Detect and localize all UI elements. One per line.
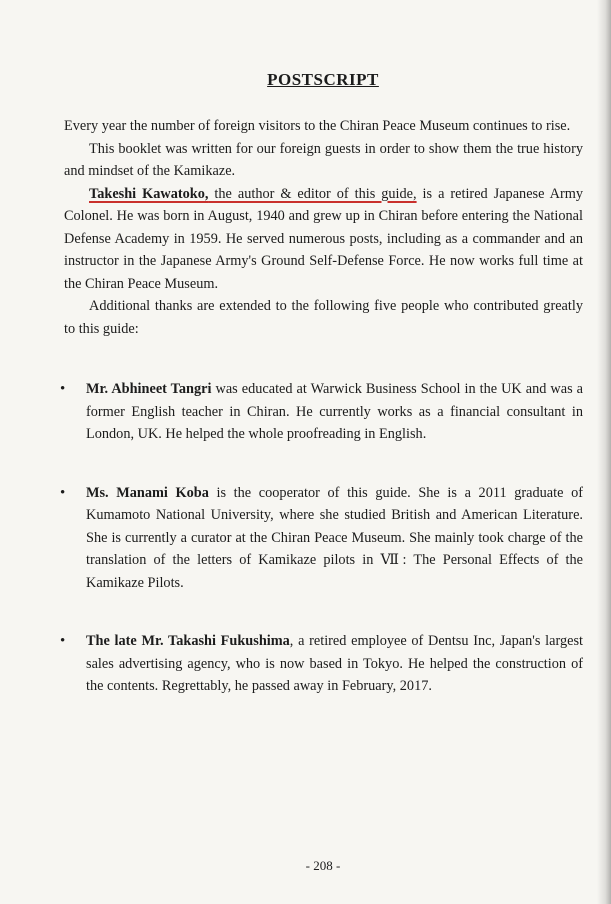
author-bio: is a retired Japanese Army Colonel. He was born in August, 1940 and grew up in Chiran before entering the National Defense Academy in 1959. He served numerous posts, including as a commander and an instructor in the Japanese Army's Ground Self-Defense Force. He now works full time at the Chiran Peace Museum. [64, 185, 583, 292]
list-item [60, 630, 583, 698]
bullet-icon: • [60, 484, 66, 501]
contributor-description: was educated at Warwick Business School in the UK and was a former English teacher in Chiran. He currently works as a financial consultant in London, UK. He helped the whole proofreading in English. [86, 381, 583, 442]
list-item [60, 482, 583, 595]
paragraph-author [64, 183, 583, 296]
contributor-list [60, 378, 583, 698]
contributor-name: Ms. Manami Koba [86, 484, 209, 501]
bullet-icon: • [60, 381, 66, 397]
page-body [60, 115, 583, 698]
paragraph-thanks: Additional thanks are extended to the following five people who contributed greatly to this guide: [64, 298, 583, 337]
paragraph-visitors: Every year the number of foreign visitors to the Chiran Peace Museum continues to rise. [64, 118, 571, 134]
page-number: - 208 - [305, 858, 341, 873]
author-role: the author & editor of this guide, [208, 185, 417, 202]
bullet-icon: • [60, 633, 66, 649]
page-title: POSTSCRIPT [267, 70, 379, 89]
contributor-description: is the cooperator of this guide. She is a 2011 graduate of Kumamoto National University, where she studied British and American Literature. She is currently a curator at the Chiran Peace Museum. She mainly took charge of the translation of the letters of Kamikaze pilots in Ⅶ: The Personal Effects of the Kamikaze Pilots. [86, 484, 583, 591]
list-item [60, 378, 583, 446]
contributor-description: , a retired employee of Dentsu Inc, Japan's largest sales advertising agency, who is now based in Tokyo. He helped the construction of the contents. Regrettably, he passed away in February, 2017. [86, 633, 583, 694]
spine-shadow [597, 0, 611, 904]
author-name: Takeshi Kawatoko, [89, 185, 209, 202]
paragraph-booklet-purpose: This booklet was written for our foreign guests in order to show them the true history and mindset of the Kamikaze. [64, 140, 583, 179]
contributor-name: The late Mr. Takashi Fukushima [86, 633, 290, 649]
contributor-name: Mr. Abhineet Tangri [86, 381, 212, 397]
